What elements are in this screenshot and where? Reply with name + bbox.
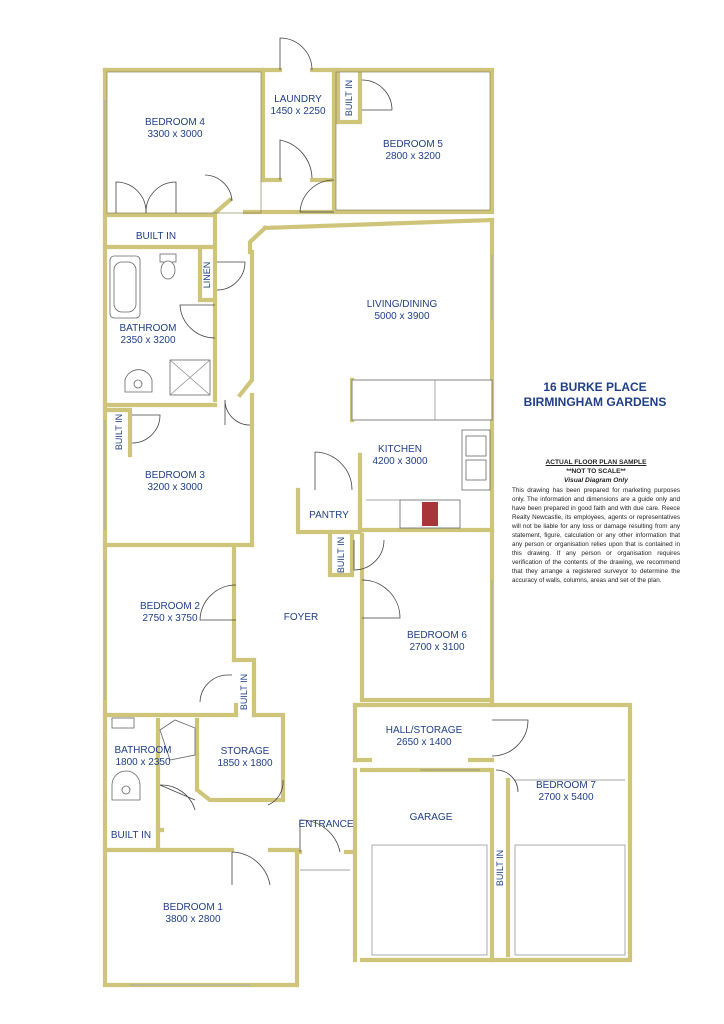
- kitchen-dims: 4200 x 3000: [372, 456, 428, 467]
- bedroom6-name: BEDROOM 6: [406, 630, 468, 641]
- disclaimer-box: [512, 458, 680, 585]
- bedroom6-dims: 2700 x 3100: [409, 642, 465, 653]
- bedroom5-dims: 2800 x 3200: [385, 151, 441, 162]
- bedroom5-name: BEDROOM 5: [382, 139, 444, 150]
- hall-storage-name: HALL/STORAGE: [385, 725, 463, 736]
- builtin-bed3-label: BUILT IN: [114, 413, 124, 451]
- living-name: LIVING/DINING: [366, 299, 438, 310]
- kitchen-name: KITCHEN: [378, 444, 422, 455]
- bedroom1-dims: 3800 x 2800: [165, 914, 221, 925]
- property-title: [500, 380, 690, 410]
- hall-storage-dims: 2650 x 1400: [396, 737, 452, 748]
- garage-label: GARAGE: [409, 812, 453, 823]
- bathroom-main-dims: 2350 x 3200: [120, 335, 176, 346]
- builtin-laundry-label: BUILT IN: [344, 79, 354, 117]
- bedroom3-dims: 3200 x 3000: [147, 482, 203, 493]
- builtin-bed1-label: BUILT IN: [110, 830, 152, 841]
- bathroom-small-name: BATHROOM: [114, 745, 172, 756]
- storage-dims: 1850 x 1800: [217, 758, 273, 769]
- living-dims: 5000 x 3900: [374, 311, 430, 322]
- builtin-bed2-label: BUILT IN: [239, 673, 249, 711]
- disclaimer-heading: ACTUAL FLOOR PLAN SAMPLE: [545, 459, 647, 466]
- linen-label: LINEN: [202, 261, 212, 289]
- builtin-bed4-label: BUILT IN: [135, 231, 177, 242]
- bathroom-small-dims: 1800 x 2350: [115, 757, 171, 768]
- builtin-bed7-label: BUILT IN: [495, 849, 505, 887]
- bedroom1-name: BEDROOM 1: [162, 902, 224, 913]
- bedroom4-name: BEDROOM 4: [144, 117, 206, 128]
- foyer-label: FOYER: [283, 612, 319, 623]
- bedroom2-dims: 2750 x 3750: [142, 613, 198, 624]
- builtin-bed6-label: BUILT IN: [336, 536, 346, 574]
- bedroom7-name: BEDROOM 7: [535, 780, 597, 791]
- bedroom7-dims: 2700 x 5400: [538, 792, 594, 803]
- address-line-1: 16 BURKE PLACE: [543, 380, 647, 394]
- storage-name: STORAGE: [220, 746, 270, 757]
- pantry-label: PANTRY: [309, 510, 349, 521]
- bathroom-main-name: BATHROOM: [119, 323, 177, 334]
- disclaimer-visual: Visual Diagram Only: [564, 477, 628, 484]
- laundry-dims: 1450 x 2250: [270, 106, 326, 117]
- bedroom3-name: BEDROOM 3: [144, 470, 206, 481]
- disclaimer-body: This drawing has been prepared for marketing purposes only. The information and dimensions are a guide only and have been prepared in good faith and with due care. Reece Realty Newcastle, its employees, agents or representatives will not be liable for any loss or damage resulting from any statement, figure, calculation or any other information that any person or organisation relies upon that is contained in this drawing. If any person or organisation requires verification of the contents of the drawing, we recommend that they arrange a registered surveyor to determine the accuracy of walls, columns, areas and set of the plan.: [512, 487, 680, 584]
- address-line-2: BIRMINGHAM GARDENS: [523, 395, 667, 409]
- bedroom4-dims: 3300 x 3000: [147, 129, 203, 140]
- disclaimer-not-to-scale: **NOT TO SCALE**: [566, 468, 626, 475]
- entrance-label: ENTRANCE: [298, 819, 354, 830]
- laundry-name: LAUNDRY: [274, 94, 322, 105]
- bedroom2-name: BEDROOM 2: [139, 601, 201, 612]
